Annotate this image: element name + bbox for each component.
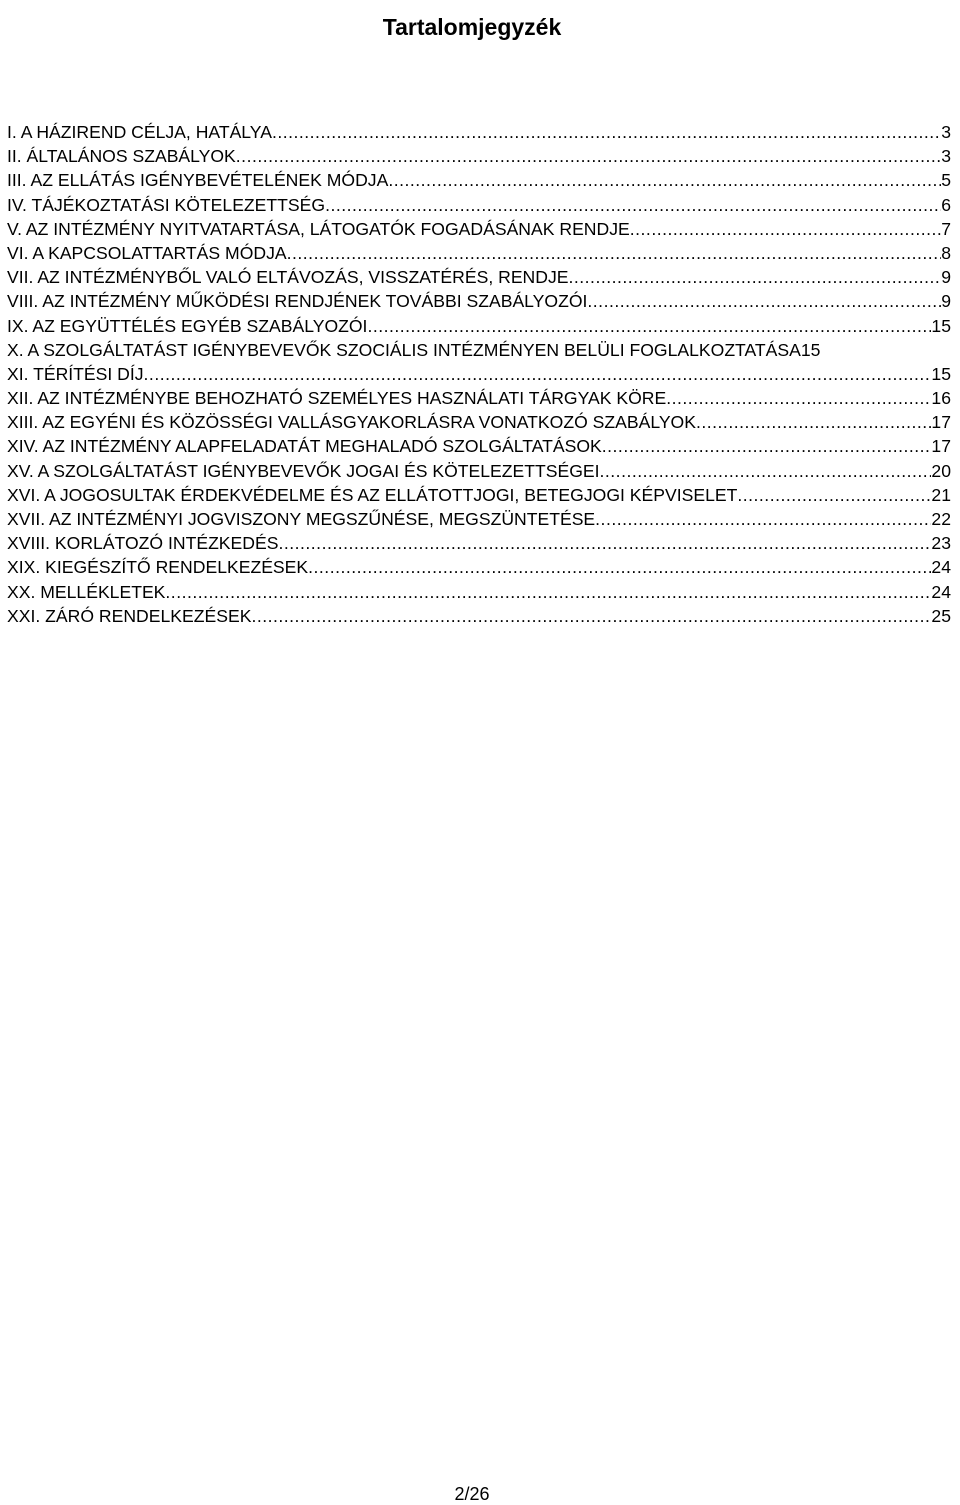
toc-entry-label: IX. AZ EGYÜTTÉLÉS EGYÉB SZABÁLYOZÓI — [7, 314, 367, 338]
toc-entry[interactable] — [7, 241, 951, 265]
toc-entry[interactable] — [7, 483, 951, 507]
toc-entry-label: XVI. A JOGOSULTAK ÉRDEKVÉDELME ÉS AZ ELLÁTOTTJOGI, BETEGJOGI KÉPVISELET — [7, 483, 737, 507]
toc-dot-leader — [325, 193, 941, 217]
toc-entry-label: XVIII. KORLÁTOZÓ INTÉZKEDÉS — [7, 531, 278, 555]
toc-entry-label: XV. A SZOLGÁLTATÁST IGÉNYBEVEVŐK JOGAI ÉS KÖTELEZETTSÉGEI — [7, 459, 600, 483]
toc-entry-page: 17 — [931, 436, 951, 457]
toc-entry[interactable] — [7, 120, 951, 144]
toc-entry[interactable] — [7, 265, 951, 289]
toc-entry-label: I. A HÁZIREND CÉLJA, HATÁLYA — [7, 120, 272, 144]
toc-entry-page: 20 — [931, 460, 951, 481]
toc-entry-label: X. A SZOLGÁLTATÁST IGÉNYBEVEVŐK SZOCIÁLIS INTÉZMÉNYEN BELÜLI FOGLALKOZTATÁSA — [7, 338, 801, 362]
toc-entry[interactable] — [7, 604, 951, 628]
toc-dot-leader — [587, 289, 941, 313]
toc-entry[interactable] — [7, 555, 951, 579]
toc-entry-label: XII. AZ INTÉZMÉNYBE BEHOZHATÓ SZEMÉLYES HASZNÁLATI TÁRGYAK KÖRE — [7, 386, 666, 410]
toc-entry[interactable] — [7, 168, 951, 192]
toc-dot-leader — [278, 531, 931, 555]
toc-entry-page: 24 — [931, 581, 951, 602]
toc-entry-label: VII. AZ INTÉZMÉNYBŐL VALÓ ELTÁVOZÁS, VISSZATÉRÉS, RENDJE — [7, 265, 569, 289]
toc-entry[interactable] — [7, 193, 951, 217]
toc-entry[interactable] — [7, 144, 951, 168]
toc-dot-leader — [308, 555, 931, 579]
page-title: Tartalomjegyzék — [382, 14, 562, 41]
toc-entry-label: IV. TÁJÉKOZTATÁSI KÖTELEZETTSÉG — [7, 193, 325, 217]
toc-dot-leader — [144, 362, 932, 386]
toc-dot-leader — [569, 265, 942, 289]
toc-entry-page: 15 — [931, 315, 951, 336]
toc-dot-leader — [367, 314, 931, 338]
toc-entry-page: 25 — [931, 605, 951, 626]
toc-entry-label: XX. MELLÉKLETEK — [7, 580, 165, 604]
toc-dot-leader — [165, 580, 931, 604]
toc-entry[interactable] — [7, 434, 951, 458]
toc-entry[interactable] — [7, 580, 951, 604]
toc-entry-page: 3 — [941, 146, 951, 167]
toc-entry[interactable] — [7, 531, 951, 555]
toc-entry-label: VI. A KAPCSOLATTARTÁS MÓDJA — [7, 241, 287, 265]
toc-entry-label: XIX. KIEGÉSZÍTŐ RENDELKEZÉSEK — [7, 555, 308, 579]
toc-entry-page: 15 — [800, 339, 821, 360]
toc-dot-leader — [630, 217, 941, 241]
toc-dot-leader — [272, 120, 941, 144]
toc-dot-leader — [287, 241, 942, 265]
toc-entry-label: XVII. AZ INTÉZMÉNYI JOGVISZONY MEGSZŰNÉSE, MEGSZÜNTETÉSE — [7, 507, 595, 531]
toc-dot-leader — [600, 459, 932, 483]
toc-dot-leader — [388, 168, 941, 192]
toc-entry[interactable] — [7, 459, 951, 483]
toc-entry-page: 23 — [931, 533, 951, 554]
toc-dot-leader — [666, 386, 931, 410]
toc-entry[interactable] — [7, 338, 951, 362]
toc-entry-page: 3 — [941, 122, 951, 142]
toc-entry-page: 9 — [941, 267, 951, 288]
toc-entry[interactable] — [7, 289, 951, 313]
toc-entry-page: 21 — [931, 484, 951, 505]
toc-entry-label: V. AZ INTÉZMÉNY NYITVATARTÁSA, LÁTOGATÓK FOGADÁSÁNAK RENDJE — [7, 217, 630, 241]
toc-entry-page: 5 — [941, 170, 951, 191]
toc-entry-page: 9 — [941, 291, 951, 312]
toc-entry-page: 16 — [931, 388, 951, 409]
toc-entry-label: XIV. AZ INTÉZMÉNY ALAPFELADATÁT MEGHALADÓ SZOLGÁLTATÁSOK — [7, 434, 602, 458]
toc-entry-page: 24 — [931, 557, 951, 578]
toc-entry-label: II. ÁLTALÁNOS SZABÁLYOK — [7, 144, 236, 168]
toc-entry[interactable] — [7, 217, 951, 241]
toc-entry-label: VIII. AZ INTÉZMÉNY MŰKÖDÉSI RENDJÉNEK TOVÁBBI SZABÁLYOZÓI — [7, 289, 587, 313]
toc-entry[interactable] — [7, 410, 951, 434]
toc-entry-label: XXI. ZÁRÓ RENDELKEZÉSEK — [7, 604, 251, 628]
toc-entry-label: III. AZ ELLÁTÁS IGÉNYBEVÉTELÉNEK MÓDJA — [7, 168, 388, 192]
toc-dot-leader — [696, 410, 931, 434]
toc-dot-leader — [251, 604, 931, 628]
table-of-contents — [7, 120, 951, 628]
toc-entry-page: 22 — [931, 509, 951, 529]
toc-entry-label: XIII. AZ EGYÉNI ÉS KÖZÖSSÉGI VALLÁSGYAKORLÁSRA VONATKOZÓ SZABÁLYOK — [7, 410, 696, 434]
toc-dot-leader — [595, 507, 931, 531]
toc-entry-page: 6 — [941, 194, 951, 215]
toc-entry-page: 17 — [931, 412, 951, 433]
toc-dot-leader — [602, 434, 932, 458]
toc-entry[interactable] — [7, 386, 951, 410]
toc-entry[interactable] — [7, 314, 951, 338]
toc-entry-page: 7 — [941, 218, 951, 239]
toc-dot-leader — [737, 483, 931, 507]
toc-entry[interactable] — [7, 507, 951, 531]
toc-entry-page: 8 — [941, 242, 951, 263]
toc-entry-label: XI. TÉRÍTÉSI DÍJ — [7, 362, 144, 386]
page-number: 2/26 — [454, 1484, 490, 1504]
toc-dot-leader — [236, 144, 941, 168]
toc-entry[interactable] — [7, 362, 951, 386]
toc-entry-page: 15 — [931, 363, 951, 384]
